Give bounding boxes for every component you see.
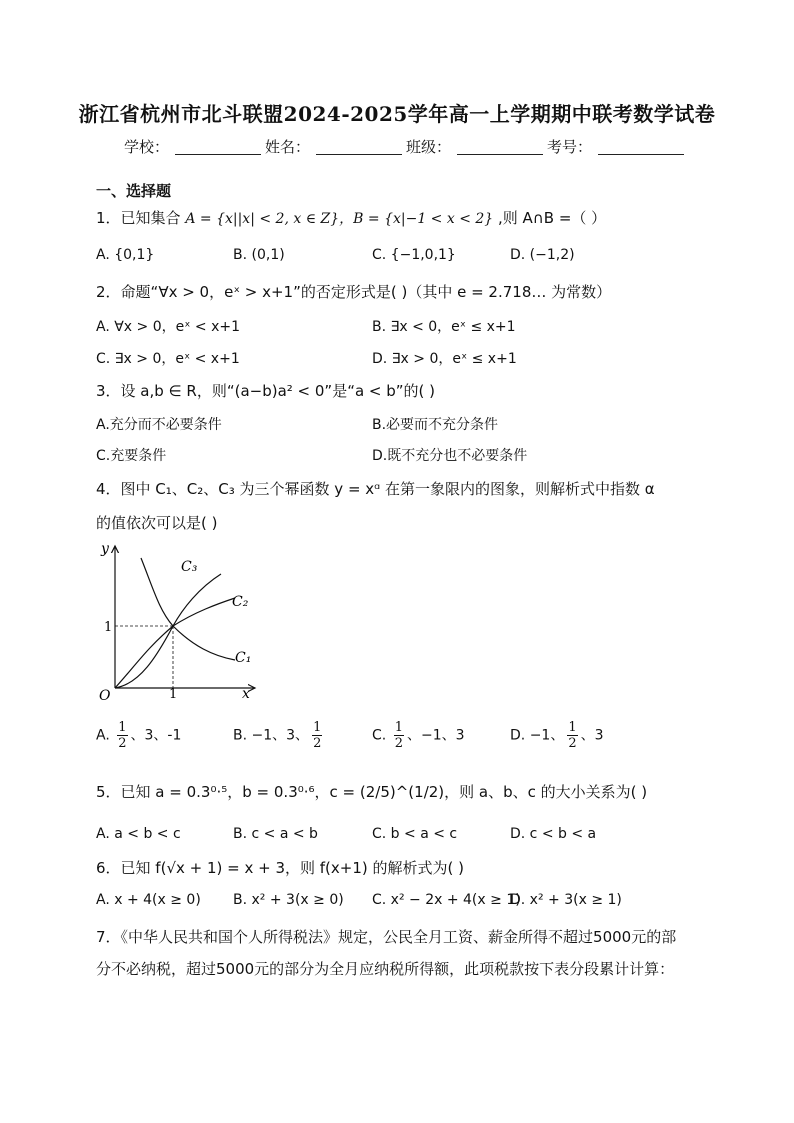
q4-option-b-label: B. — [233, 727, 248, 744]
class-label: 班级： — [406, 138, 452, 156]
school-blank[interactable] — [175, 138, 261, 155]
q1-stem: 1．已知集合 — [96, 209, 181, 227]
q1-math: A = {x||x| < 2, x ∈ Z}，B = {x|−1 < x < 2} — [185, 211, 494, 227]
q4-option-b[interactable]: B. −1、3、 $\frac{1}{2}$ — [233, 720, 322, 751]
power-function-graph — [95, 538, 265, 708]
q5-option-b[interactable]: B. c < a < b — [233, 826, 318, 842]
q1-option-c[interactable]: C. {−1,0,1} — [372, 247, 456, 263]
student-info-line — [124, 136, 688, 157]
fraction: $\frac{1}{2}$ — [118, 720, 127, 751]
q3-option-a[interactable]: A.充分而不必要条件 — [96, 417, 222, 433]
q5-option-a[interactable]: A. a < b < c — [96, 826, 181, 842]
q2-option-d[interactable]: D. ∃x > 0，eˣ ≤ x+1 — [372, 351, 517, 367]
q5-option-d[interactable]: D. c < b < a — [510, 826, 597, 842]
question-3: 3．设 a,b ∈ R，则“(a−b)a² < 0”是“a < b”的( ) — [96, 382, 436, 400]
number-label: 考号： — [547, 138, 593, 156]
name-label: 姓名： — [265, 138, 311, 156]
tick-x-1: 1 — [169, 687, 178, 702]
tick-y-1: 1 — [104, 620, 113, 635]
fraction: $\frac{1}{2}$ — [568, 720, 577, 751]
q4-option-a[interactable]: A. $\frac{1}{2}$ 、3、-1 — [96, 720, 182, 751]
curve-label-c3: C₃ — [181, 559, 198, 575]
q1-option-b[interactable]: B. (0,1) — [233, 247, 285, 263]
q1-option-a[interactable]: A. {0,1} — [96, 247, 155, 263]
section-heading: 一、选择题 — [96, 182, 172, 200]
q4-option-a-label: A. — [96, 727, 110, 744]
curve-c2 — [115, 598, 235, 688]
fraction: $\frac{1}{2}$ — [313, 720, 322, 751]
q6-option-d[interactable]: D. x² + 3(x ≥ 1) — [510, 892, 622, 908]
number-blank[interactable] — [598, 138, 684, 155]
name-blank[interactable] — [316, 138, 402, 155]
y-axis-label: y — [101, 541, 109, 557]
question-6: 6．已知 f(√x + 1) = x + 3，则 f(x+1) 的解析式为( ) — [96, 859, 464, 877]
question-2: 2．命题“∀x > 0，eˣ > x+1”的否定形式是( )（其中 e = 2.718… 为常数） — [96, 283, 612, 301]
q3-option-d[interactable]: D.既不充分也不必要条件 — [372, 448, 528, 464]
q2-option-a[interactable]: A. ∀x > 0，eˣ < x+1 — [96, 319, 241, 335]
q4-option-d[interactable]: D. −1、 $\frac{1}{2}$ 、3 — [510, 720, 604, 751]
q4-option-c-label: C. — [372, 727, 387, 744]
q3-option-b[interactable]: B.必要而不充分条件 — [372, 417, 499, 433]
q2-option-c[interactable]: C. ∃x > 0，eˣ < x+1 — [96, 351, 240, 367]
question-4-line-2: 的值依次可以是( ) — [96, 514, 218, 532]
q2-option-b[interactable]: B. ∃x < 0，eˣ ≤ x+1 — [372, 319, 516, 335]
q1-option-d[interactable]: D. (−1,2) — [510, 247, 575, 263]
x-axis-label: x — [242, 686, 250, 702]
q4-option-d-label: D. — [510, 727, 526, 744]
class-blank[interactable] — [457, 138, 543, 155]
question-7-line-1: 7．《中华人民共和国个人所得税法》规定，公民全月工资、薪金所得不超过5000元的部 — [96, 928, 677, 946]
q1-tail: ,则 A∩B =（ ） — [497, 209, 607, 227]
question-7-line-2: 分不必纳税，超过5000元的部分为全月应纳税所得额，此项税款按下表分段累计计算： — [96, 960, 675, 978]
question-4-line-1: 4．图中 C₁、C₂、C₃ 为三个幂函数 y = xᵅ 在第一象限内的图象，则解析式中指数 α — [96, 480, 655, 498]
q5-option-c[interactable]: C. b < a < c — [372, 826, 458, 842]
origin-label: O — [99, 688, 111, 704]
school-label: 学校： — [124, 138, 170, 156]
q6-option-b[interactable]: B. x² + 3(x ≥ 0) — [233, 892, 344, 908]
q6-option-a[interactable]: A. x + 4(x ≥ 0) — [96, 892, 201, 908]
q6-option-c[interactable]: C. x² − 2x + 4(x ≥ 1) — [372, 892, 521, 908]
page-title: 浙江省杭州市北斗联盟2024-2025学年高一上学期期中联考数学试卷 — [78, 102, 716, 126]
fraction: $\frac{1}{2}$ — [394, 720, 403, 751]
q3-option-c[interactable]: C.充要条件 — [96, 448, 167, 464]
question-5: 5．已知 a = 0.3⁰·⁵，b = 0.3⁰·⁶，c = (2/5)^(1/2)，则 a、b、c 的大小关系为( ) — [96, 783, 648, 801]
curve-label-c2: C₂ — [232, 594, 249, 610]
curve-label-c1: C₁ — [235, 650, 252, 666]
q4-option-c[interactable]: C. $\frac{1}{2}$ 、−1、3 — [372, 720, 465, 751]
question-1 — [96, 207, 606, 228]
